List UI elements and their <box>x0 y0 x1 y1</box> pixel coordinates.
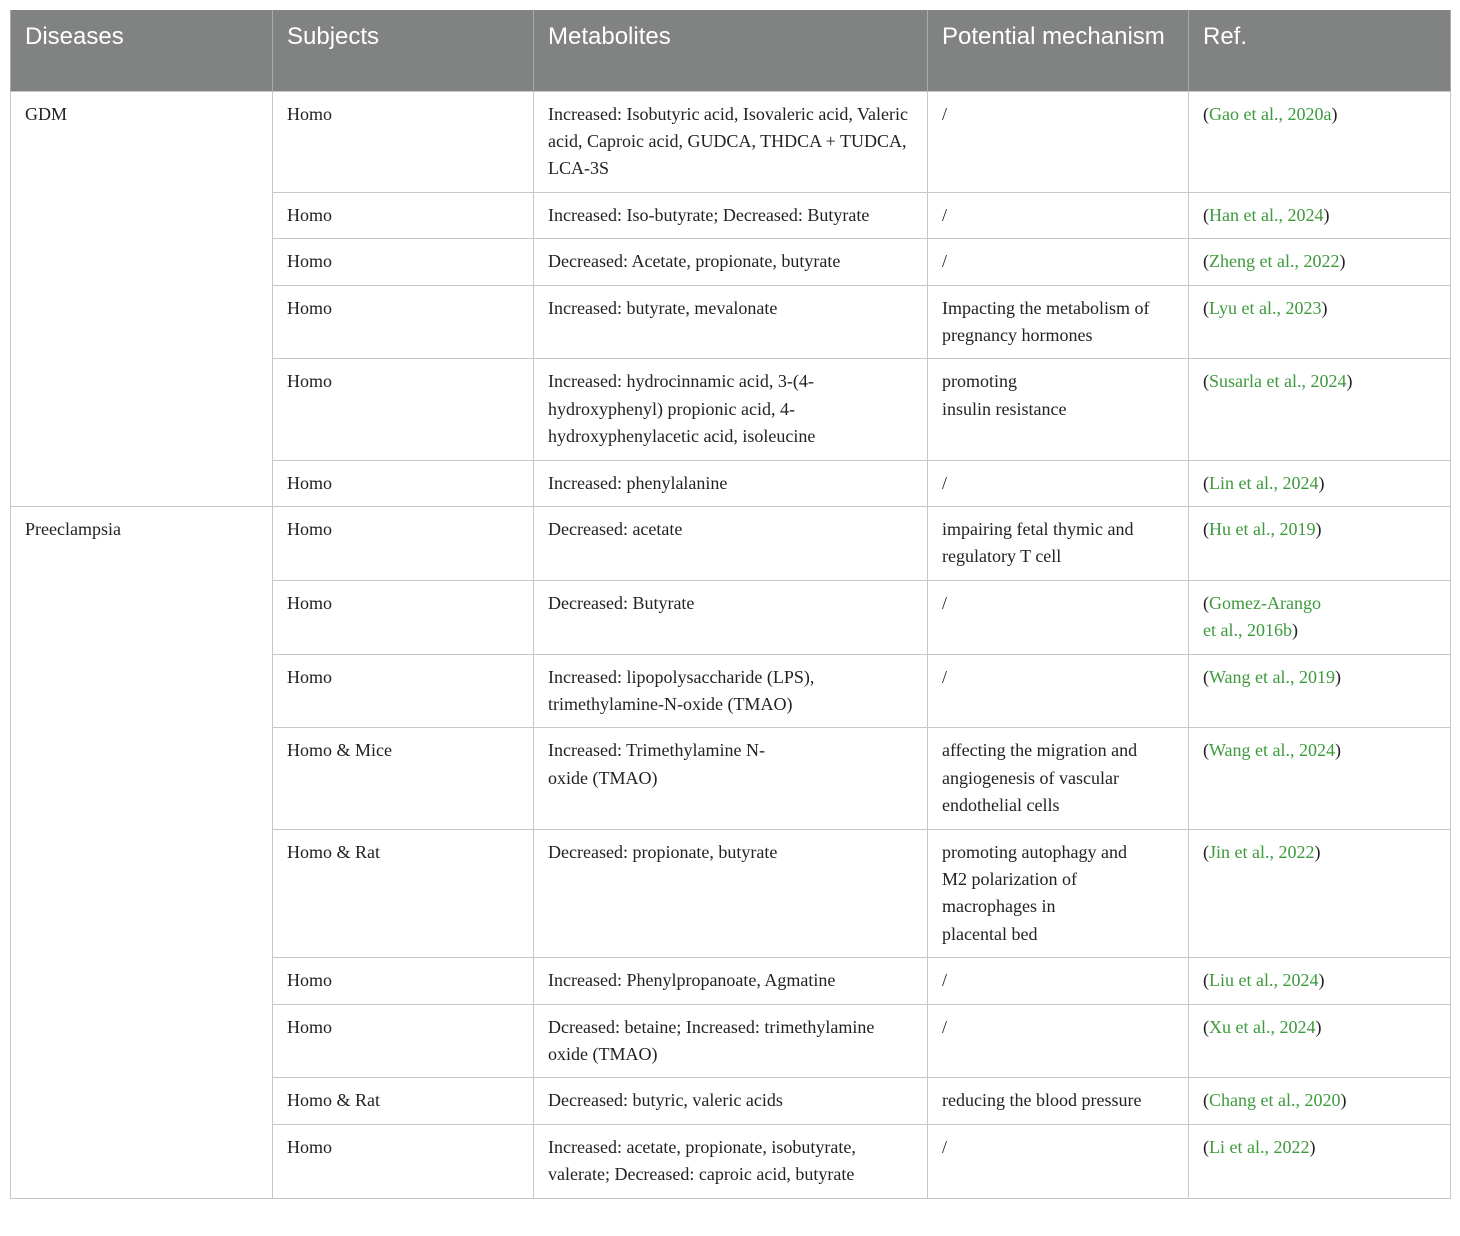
mechanism-cell: Impacting the metabolism of pregnancy hormones <box>928 285 1189 359</box>
ref-cell: (Chang et al., 2020) <box>1189 1078 1451 1124</box>
subjects-cell: Homo & Rat <box>273 1078 534 1124</box>
mechanism-cell: / <box>928 192 1189 238</box>
ref-link[interactable]: Li et al., 2022 <box>1209 1136 1310 1157</box>
cell-line: oxide (TMAO) <box>548 767 658 788</box>
metabolites-cell: Increased: lipopolysaccharide (LPS), trimethylamine-N-oxide (TMAO) <box>534 654 928 728</box>
subjects-cell: Homo <box>273 460 534 506</box>
ref-cell: (Xu et al., 2024) <box>1189 1004 1451 1078</box>
metabolites-cell: Decreased: Butyrate <box>534 580 928 654</box>
subjects-cell: Homo <box>273 1004 534 1078</box>
ref-link[interactable]: Wang et al., 2024 <box>1209 740 1336 761</box>
ref-cell: (Liu et al., 2024) <box>1189 958 1451 1004</box>
ref-cell: (Li et al., 2022) <box>1189 1124 1451 1198</box>
ref-link[interactable]: Gao et al., 2020a <box>1209 103 1332 124</box>
metabolites-cell: Increased: phenylalanine <box>534 460 928 506</box>
subjects-cell: Homo <box>273 506 534 580</box>
subjects-cell: Homo <box>273 91 534 192</box>
ref-cell: (Susarla et al., 2024) <box>1189 359 1451 460</box>
subjects-cell: Homo <box>273 239 534 285</box>
ref-cell: (Wang et al., 2019) <box>1189 654 1451 728</box>
subjects-cell: Homo <box>273 285 534 359</box>
ref-link[interactable]: Susarla et al., 2024 <box>1209 371 1347 392</box>
metabolites-cell <box>534 728 928 829</box>
metabolites-cell: Decreased: butyric, valeric acids <box>534 1078 928 1124</box>
mechanism-cell: / <box>928 1124 1189 1198</box>
subjects-cell: Homo & Mice <box>273 728 534 829</box>
ref-link[interactable]: Wang et al., 2019 <box>1209 666 1336 687</box>
ref-cell: (Lyu et al., 2023) <box>1189 285 1451 359</box>
header-ref: Ref. <box>1189 10 1451 91</box>
ref-link[interactable]: Liu et al., 2024 <box>1209 970 1319 991</box>
subjects-cell: Homo & Rat <box>273 829 534 958</box>
ref-cell: (Jin et al., 2022) <box>1189 829 1451 958</box>
metabolites-cell: Increased: Isobutyric acid, Isovaleric acid, Valeric acid, Caproic acid, GUDCA, THDCA + TUDCA, LCA-3S <box>534 91 928 192</box>
mechanism-cell <box>928 829 1189 958</box>
mechanism-cell: / <box>928 654 1189 728</box>
metabolites-cell: Increased: Iso-butyrate; Decreased: Butyrate <box>534 192 928 238</box>
metabolites-cell: Increased: Phenylpropanoate, Agmatine <box>534 958 928 1004</box>
ref-link[interactable] <box>1203 593 1321 640</box>
ref-link[interactable]: Zheng et al., 2022 <box>1209 251 1340 272</box>
metabolites-cell: Increased: hydrocinnamic acid, 3-(4-hydroxyphenyl) propionic acid, 4-hydroxyphenylacetic acid, isoleucine <box>534 359 928 460</box>
header-mechanism: Potential mechanism <box>928 10 1189 91</box>
table-row <box>11 506 1451 580</box>
disease-cell: Preeclampsia <box>11 506 273 1198</box>
ref-link[interactable]: Xu et al., 2024 <box>1209 1016 1316 1037</box>
ref-cell: (Wang et al., 2024) <box>1189 728 1451 829</box>
cell-line: Increased: Trimethylamine N- <box>548 740 765 761</box>
ref-link-line[interactable]: Gomez-Arango <box>1209 592 1321 613</box>
cell-line: placental bed <box>942 923 1038 944</box>
ref-cell: (Zheng et al., 2022) <box>1189 239 1451 285</box>
cell-line: promoting autophagy and <box>942 841 1127 862</box>
mechanism-cell <box>928 359 1189 460</box>
metabolites-cell: Dcreased: betaine; Increased: trimethylamine oxide (TMAO) <box>534 1004 928 1078</box>
cell-line: promoting <box>942 371 1017 392</box>
ref-cell: (Han et al., 2024) <box>1189 192 1451 238</box>
mechanism-cell: / <box>928 91 1189 192</box>
ref-link[interactable]: Hu et al., 2019 <box>1209 518 1316 539</box>
table-body <box>11 91 1451 1198</box>
mechanism-cell: impairing fetal thymic and regulatory T cell <box>928 506 1189 580</box>
metabolites-cell: Increased: butyrate, mevalonate <box>534 285 928 359</box>
table-row <box>11 91 1451 192</box>
metabolites-cell: Decreased: Acetate, propionate, butyrate <box>534 239 928 285</box>
mechanism-cell: reducing the blood pressure <box>928 1078 1189 1124</box>
mechanism-cell: / <box>928 580 1189 654</box>
mechanism-cell: / <box>928 1004 1189 1078</box>
mechanism-cell: / <box>928 239 1189 285</box>
cell-line: insulin resistance <box>942 398 1067 419</box>
ref-cell: (Gomez-Arango et al., 2016b) <box>1189 580 1451 654</box>
header-diseases: Diseases <box>11 10 273 91</box>
ref-link[interactable]: Chang et al., 2020 <box>1209 1090 1341 1111</box>
subjects-cell: Homo <box>273 359 534 460</box>
disease-cell: GDM <box>11 91 273 506</box>
header-row <box>11 10 1451 91</box>
subjects-cell: Homo <box>273 1124 534 1198</box>
metabolites-cell: Increased: acetate, propionate, isobutyrate, valerate; Decreased: caproic acid, butyrate <box>534 1124 928 1198</box>
cell-line: macrophages in <box>942 896 1056 917</box>
ref-link[interactable]: Han et al., 2024 <box>1209 204 1324 225</box>
ref-cell: (Lin et al., 2024) <box>1189 460 1451 506</box>
header-subjects: Subjects <box>273 10 534 91</box>
ref-link-line[interactable]: et al., 2016b <box>1203 620 1292 641</box>
metabolites-cell: Decreased: propionate, butyrate <box>534 829 928 958</box>
ref-cell: (Hu et al., 2019) <box>1189 506 1451 580</box>
subjects-cell: Homo <box>273 958 534 1004</box>
metabolites-table <box>10 10 1451 1199</box>
cell-line: M2 polarization of <box>942 869 1077 890</box>
ref-cell: (Gao et al., 2020a) <box>1189 91 1451 192</box>
header-metabolites: Metabolites <box>534 10 928 91</box>
metabolites-cell: Decreased: acetate <box>534 506 928 580</box>
mechanism-cell: / <box>928 958 1189 1004</box>
ref-link[interactable]: Lin et al., 2024 <box>1209 472 1319 493</box>
ref-link[interactable]: Jin et al., 2022 <box>1209 841 1315 862</box>
ref-link[interactable]: Lyu et al., 2023 <box>1209 297 1322 318</box>
subjects-cell: Homo <box>273 580 534 654</box>
mechanism-cell: affecting the migration and angiogenesis of vascular endothelial cells <box>928 728 1189 829</box>
mechanism-cell: / <box>928 460 1189 506</box>
subjects-cell: Homo <box>273 192 534 238</box>
subjects-cell: Homo <box>273 654 534 728</box>
